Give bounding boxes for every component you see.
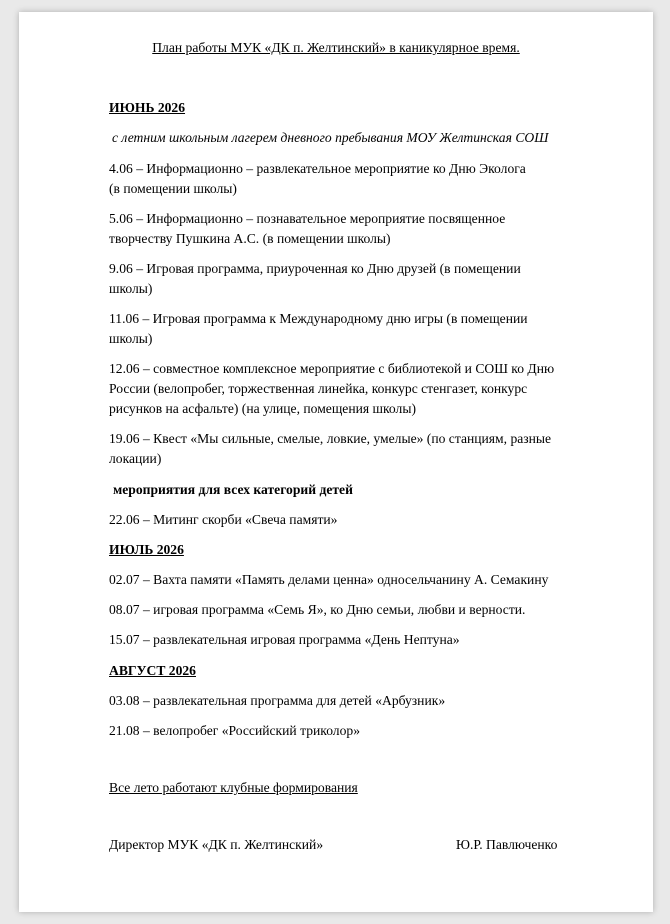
event-line: 9.06 – Игровая программа, приуроченная ко Дню друзей (в помещении: [109, 261, 521, 276]
event-line: 11.06 – Игровая программа к Международному дню игры (в помещении: [109, 311, 528, 326]
event-line: (в помещении школы): [109, 181, 237, 196]
event-line: 12.06 – совместное комплексное мероприятие с библиотекой и СОШ ко Дню: [109, 361, 555, 376]
event-line: 4.06 – Информационно – развлекательное мероприятие ко Дню Эколога: [109, 161, 526, 176]
event-line: рисунков на асфальте) (на улице, помещения школы): [109, 401, 416, 416]
june-subtitle: с летним школьным лагерем дневного пребывания МОУ Желтинская СОШ: [112, 130, 549, 145]
june-event-4: [109, 309, 614, 349]
document-page: [19, 12, 653, 912]
event-line: школы): [109, 331, 153, 346]
document-title: План работы МУК «ДК п. Желтинский» в каникулярное время.: [152, 40, 520, 55]
august-event-1: 03.08 – развлекательная программа для детей «Арбузник»: [109, 693, 446, 708]
july-event-3: 15.07 – развлекательная игровая программа «День Нептуна»: [109, 632, 460, 647]
june-event-5: [109, 359, 614, 419]
event-line: 19.06 – Квест «Мы сильные, смелые, ловкие, умелые» (по станциям, разные: [109, 431, 552, 446]
signature-position: Директор МУК «ДК п. Желтинский»: [109, 837, 324, 852]
august-heading: АВГУСТ 2026: [109, 663, 196, 678]
all-categories-heading: мероприятия для всех категорий детей: [113, 482, 353, 497]
june-event-2: [109, 209, 614, 249]
july-event-1: 02.07 – Вахта памяти «Память делами ценна» односельчанину А. Семакину: [109, 572, 549, 587]
event-line: локации): [109, 451, 162, 466]
all-categories-event: 22.06 – Митинг скорби «Свеча памяти»: [109, 512, 338, 527]
event-line: школы): [109, 281, 153, 296]
event-line: 5.06 – Информационно – познавательное мероприятие посвященное: [109, 211, 506, 226]
june-event-6: [109, 429, 614, 469]
june-event-1: [109, 159, 614, 199]
july-heading: ИЮЛЬ 2026: [109, 542, 184, 557]
footer-note: Все лето работают клубные формирования: [109, 780, 358, 795]
signature-name: Ю.Р. Павлюченко: [456, 837, 558, 852]
june-event-3: [109, 259, 614, 299]
july-event-2: 08.07 – игровая программа «Семь Я», ко Дню семьи, любви и верности.: [109, 602, 526, 617]
event-line: России (велопробег, торжественная линейка, конкурс стенгазет, конкурс: [109, 381, 528, 396]
august-event-2: 21.08 – велопробег «Российский триколор»: [109, 723, 360, 738]
event-line: творчеству Пушкина А.С. (в помещении школы): [109, 231, 391, 246]
june-heading: ИЮНЬ 2026: [109, 100, 186, 115]
